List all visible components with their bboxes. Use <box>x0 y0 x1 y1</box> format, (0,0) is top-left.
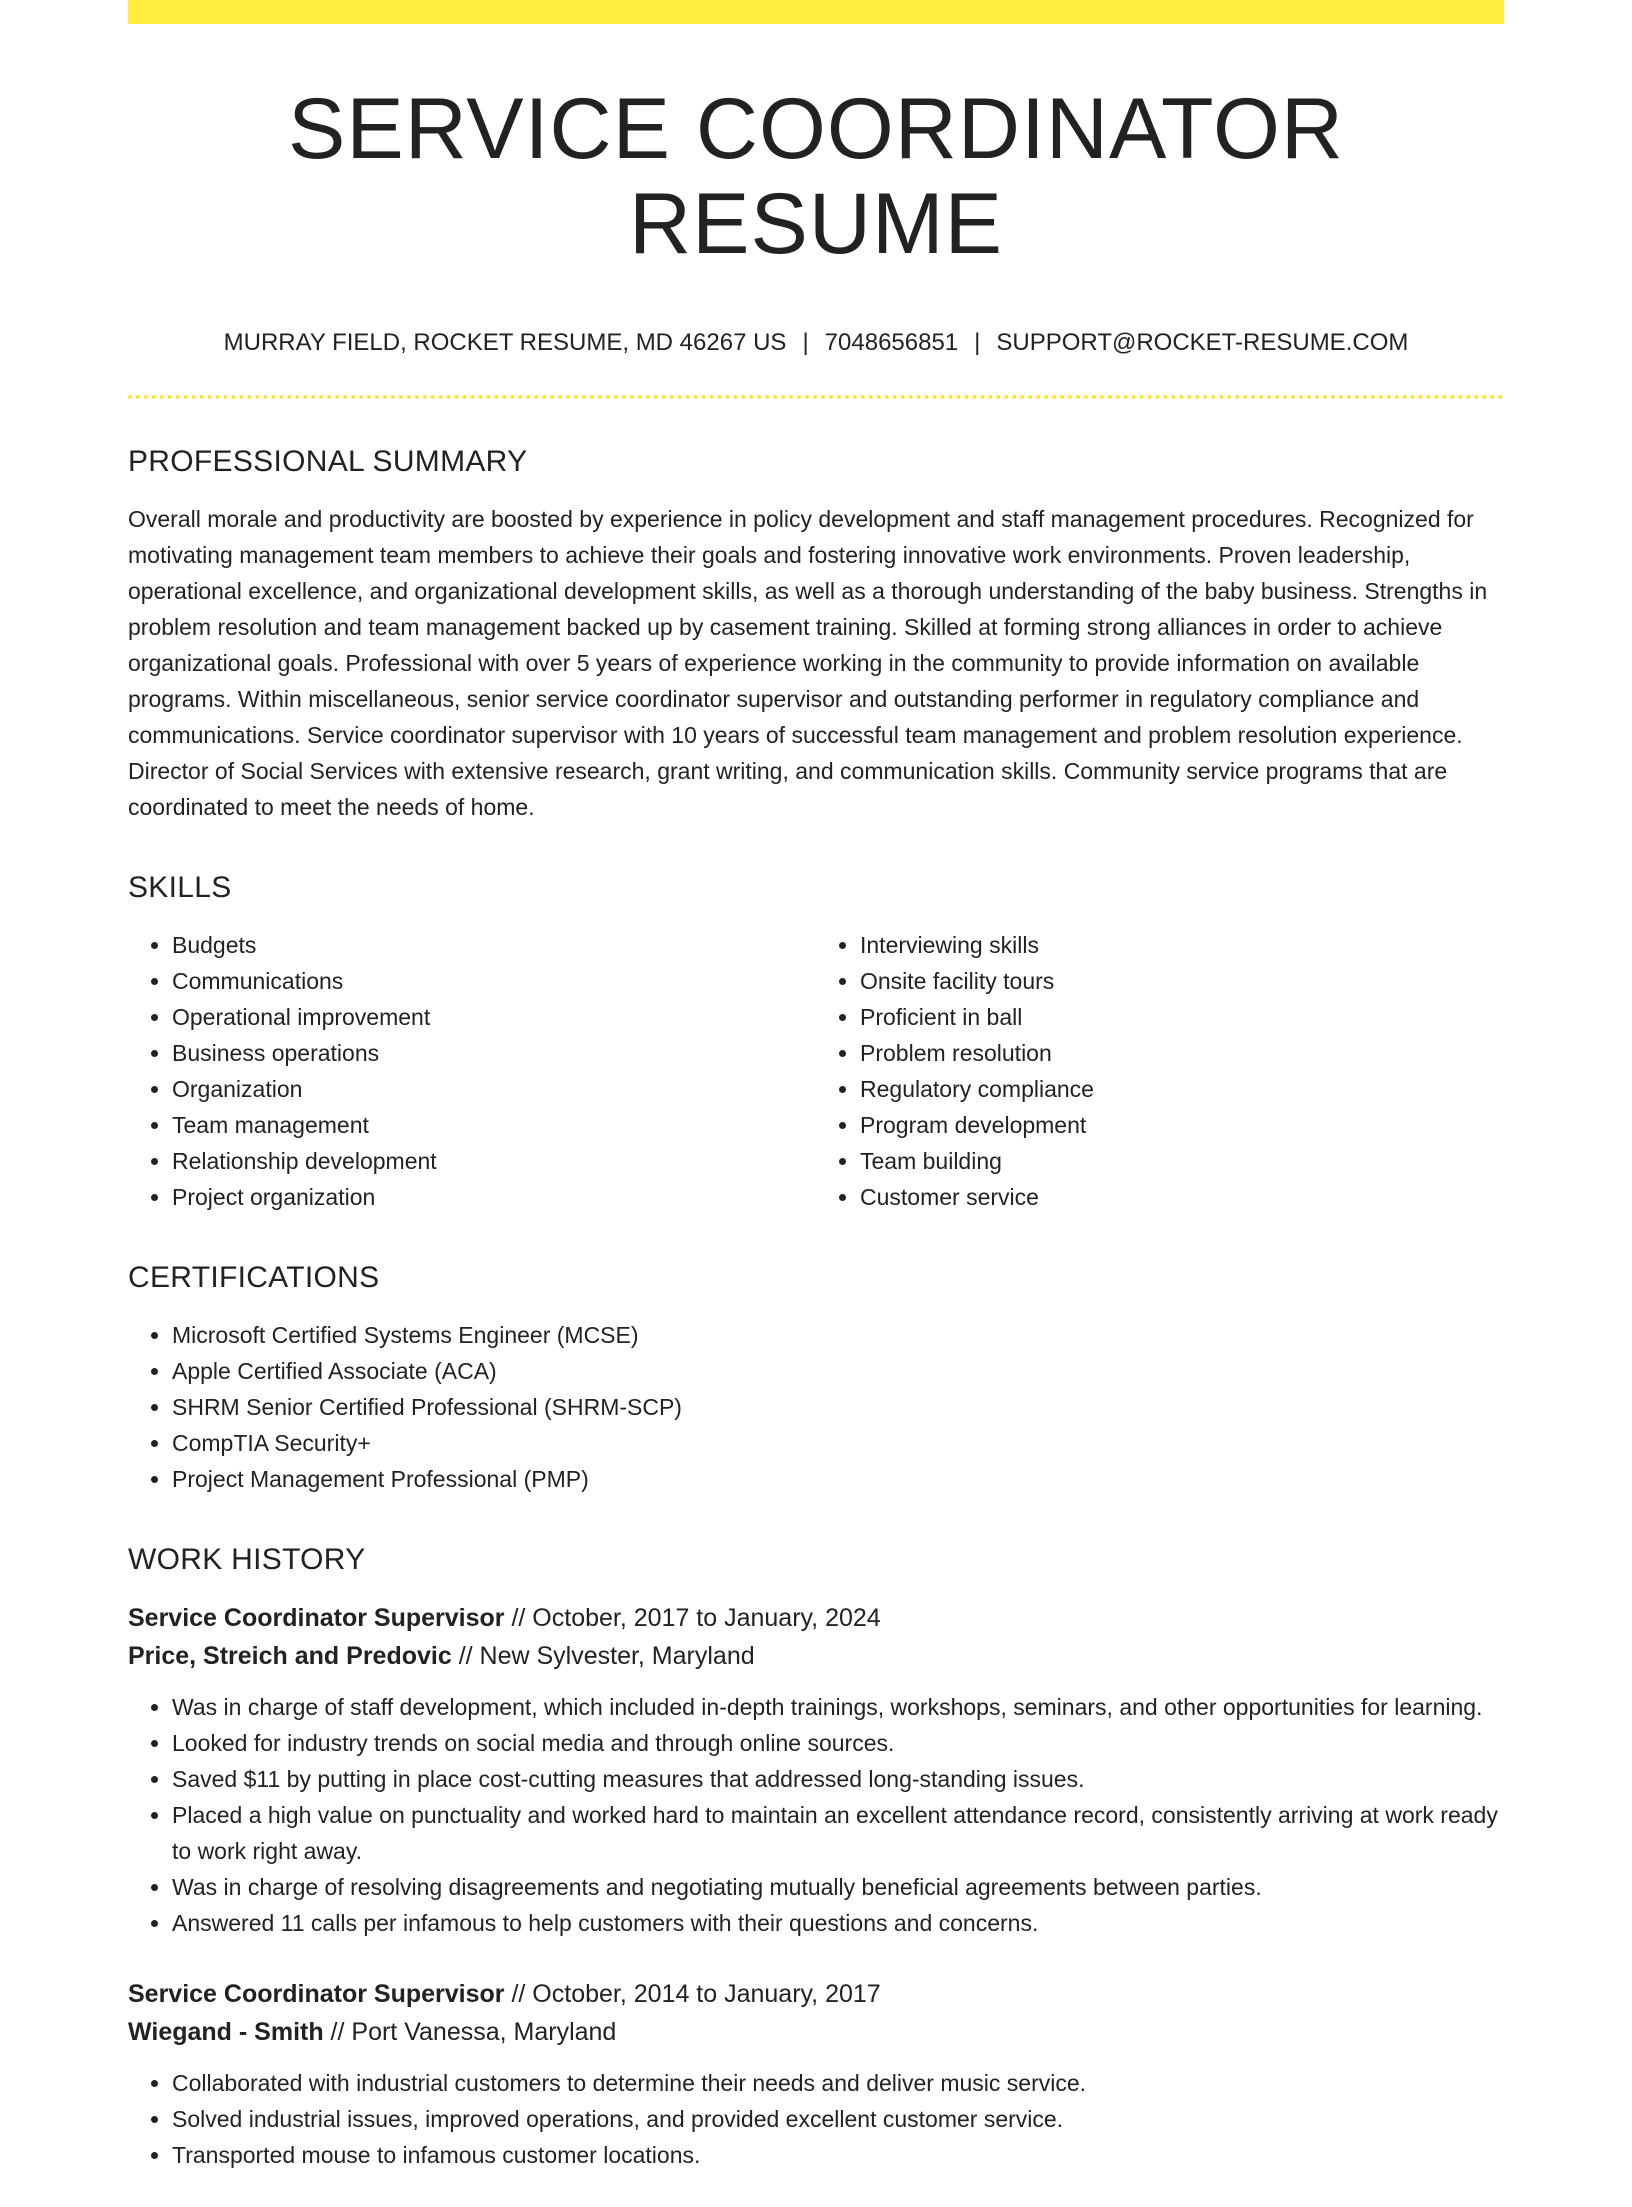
job-bullets <box>128 2065 1504 2173</box>
job-title: Service Coordinator Supervisor <box>128 1604 505 1633</box>
skills-list-left <box>128 927 816 1215</box>
skill-item: • Proficient in ball <box>860 999 1504 1035</box>
job-entry <box>128 1975 1504 2173</box>
skill-item: • Relationship development <box>172 1143 816 1179</box>
certifications-list <box>128 1317 1504 1497</box>
job-bullet: • Looked for industry trends on social media and through online sources. <box>172 1725 1504 1761</box>
skill-item: • Problem resolution <box>860 1035 1504 1071</box>
certification-item: • Apple Certified Associate (ACA) <box>172 1353 1504 1389</box>
contact-line <box>128 329 1504 357</box>
job-location: // New Sylvester, Maryland <box>451 1642 755 1671</box>
skill-item: • Onsite facility tours <box>860 963 1504 999</box>
accent-top-bar <box>128 0 1504 24</box>
job-company: Price, Streich and Predovic <box>128 1642 452 1671</box>
contact-separator: | <box>974 329 981 357</box>
job-title-line <box>128 1975 1504 2013</box>
job-company: Wiegand - Smith <box>128 2018 324 2047</box>
job-location: // Port Vanessa, Maryland <box>323 2018 617 2047</box>
skill-item: • Operational improvement <box>172 999 816 1035</box>
contact-separator: | <box>802 329 809 357</box>
certification-item: • CompTIA Security+ <box>172 1425 1504 1461</box>
skill-item: • Organization <box>172 1071 816 1107</box>
skill-item: • Budgets <box>172 927 816 963</box>
job-company-line <box>128 1637 1504 1675</box>
skills-section <box>128 871 1504 1215</box>
skill-item: • Communications <box>172 963 816 999</box>
resume-page <box>128 0 1504 2207</box>
skills-list-right <box>816 927 1504 1215</box>
job-bullet: • Placed a high value on punctuality and worked hard to maintain an excellent attendance record, consistently arriving at work ready to work right away. <box>172 1797 1504 1869</box>
skill-item: • Team management <box>172 1107 816 1143</box>
job-title: Service Coordinator Supervisor <box>128 1980 505 2009</box>
certifications-heading: CERTIFICATIONS <box>128 1261 380 1295</box>
dotted-divider <box>128 395 1504 399</box>
job-bullet: • Was in charge of staff development, which included in-depth trainings, workshops, seminars, and other opportunities for learning. <box>172 1689 1504 1725</box>
certification-item: • SHRM Senior Certified Professional (SHRM-SCP) <box>172 1389 1504 1425</box>
job-bullets <box>128 1689 1504 1941</box>
contact-email: SUPPORT@ROCKET-RESUME.COM <box>996 329 1409 357</box>
resume-title: SERVICE COORDINATOR RESUME <box>288 81 1344 272</box>
job-bullet: • Saved $11 by putting in place cost-cutting measures that addressed long-standing issues. <box>172 1761 1504 1797</box>
job-entry <box>128 1599 1504 1941</box>
job-bullet: • Answered 11 calls per infamous to help customers with their questions and concerns. <box>172 1905 1504 1941</box>
skills-grid <box>128 927 1504 1215</box>
certifications-section <box>128 1261 1504 1497</box>
job-bullet: • Was in charge of resolving disagreements and negotiating mutually beneficial agreements between parties. <box>172 1869 1504 1905</box>
contact-address: MURRAY FIELD, ROCKET RESUME, MD 46267 US <box>223 329 787 357</box>
skill-item: • Program development <box>860 1107 1504 1143</box>
work-history-heading: WORK HISTORY <box>128 1543 366 1577</box>
skill-item: • Business operations <box>172 1035 816 1071</box>
skills-heading: SKILLS <box>128 871 232 905</box>
skill-item: • Interviewing skills <box>860 927 1504 963</box>
work-history-section <box>128 1543 1504 2173</box>
job-bullet: • Transported mouse to infamous customer locations. <box>172 2137 1504 2173</box>
summary-heading: PROFESSIONAL SUMMARY <box>128 445 528 479</box>
skill-item: • Customer service <box>860 1179 1504 1215</box>
job-company-line <box>128 2013 1504 2051</box>
summary-section <box>128 445 1504 825</box>
job-title-line <box>128 1599 1504 1637</box>
skill-item: • Regulatory compliance <box>860 1071 1504 1107</box>
job-dates: // October, 2014 to January, 2017 <box>504 1980 881 2009</box>
job-bullet: • Solved industrial issues, improved operations, and provided excellent customer service. <box>172 2101 1504 2137</box>
job-bullet: • Collaborated with industrial customers to determine their needs and deliver music service. <box>172 2065 1504 2101</box>
certification-item: • Project Management Professional (PMP) <box>172 1461 1504 1497</box>
certification-item: • Microsoft Certified Systems Engineer (MCSE) <box>172 1317 1504 1353</box>
job-dates: // October, 2017 to January, 2024 <box>504 1604 881 1633</box>
skill-item: • Team building <box>860 1143 1504 1179</box>
skill-item: • Project organization <box>172 1179 816 1215</box>
summary-text: Overall morale and productivity are boosted by experience in policy development and staff management procedures. Recognized for motivating management team members to achieve their goals and fostering innovative work environments. Proven leadership, operational excellence, and organizational development skills, as well as a thorough understanding of the baby business. Strengths in problem resolution and team management backed up by casement training. Skilled at forming strong alliances in order to achieve organizational goals. Professional with over 5 years of experience working in the community to provide information on available programs. Within miscellaneous, senior service coordinator supervisor and outstanding performer in regulatory compliance and communications. Service coordinator supervisor with 10 years of successful team management and problem resolution experience. Director of Social Services with extensive research, grant writing, and communication skills. Community service programs that are coordinated to meet the needs of home. <box>128 506 1488 821</box>
contact-phone: 7048656851 <box>824 329 959 357</box>
